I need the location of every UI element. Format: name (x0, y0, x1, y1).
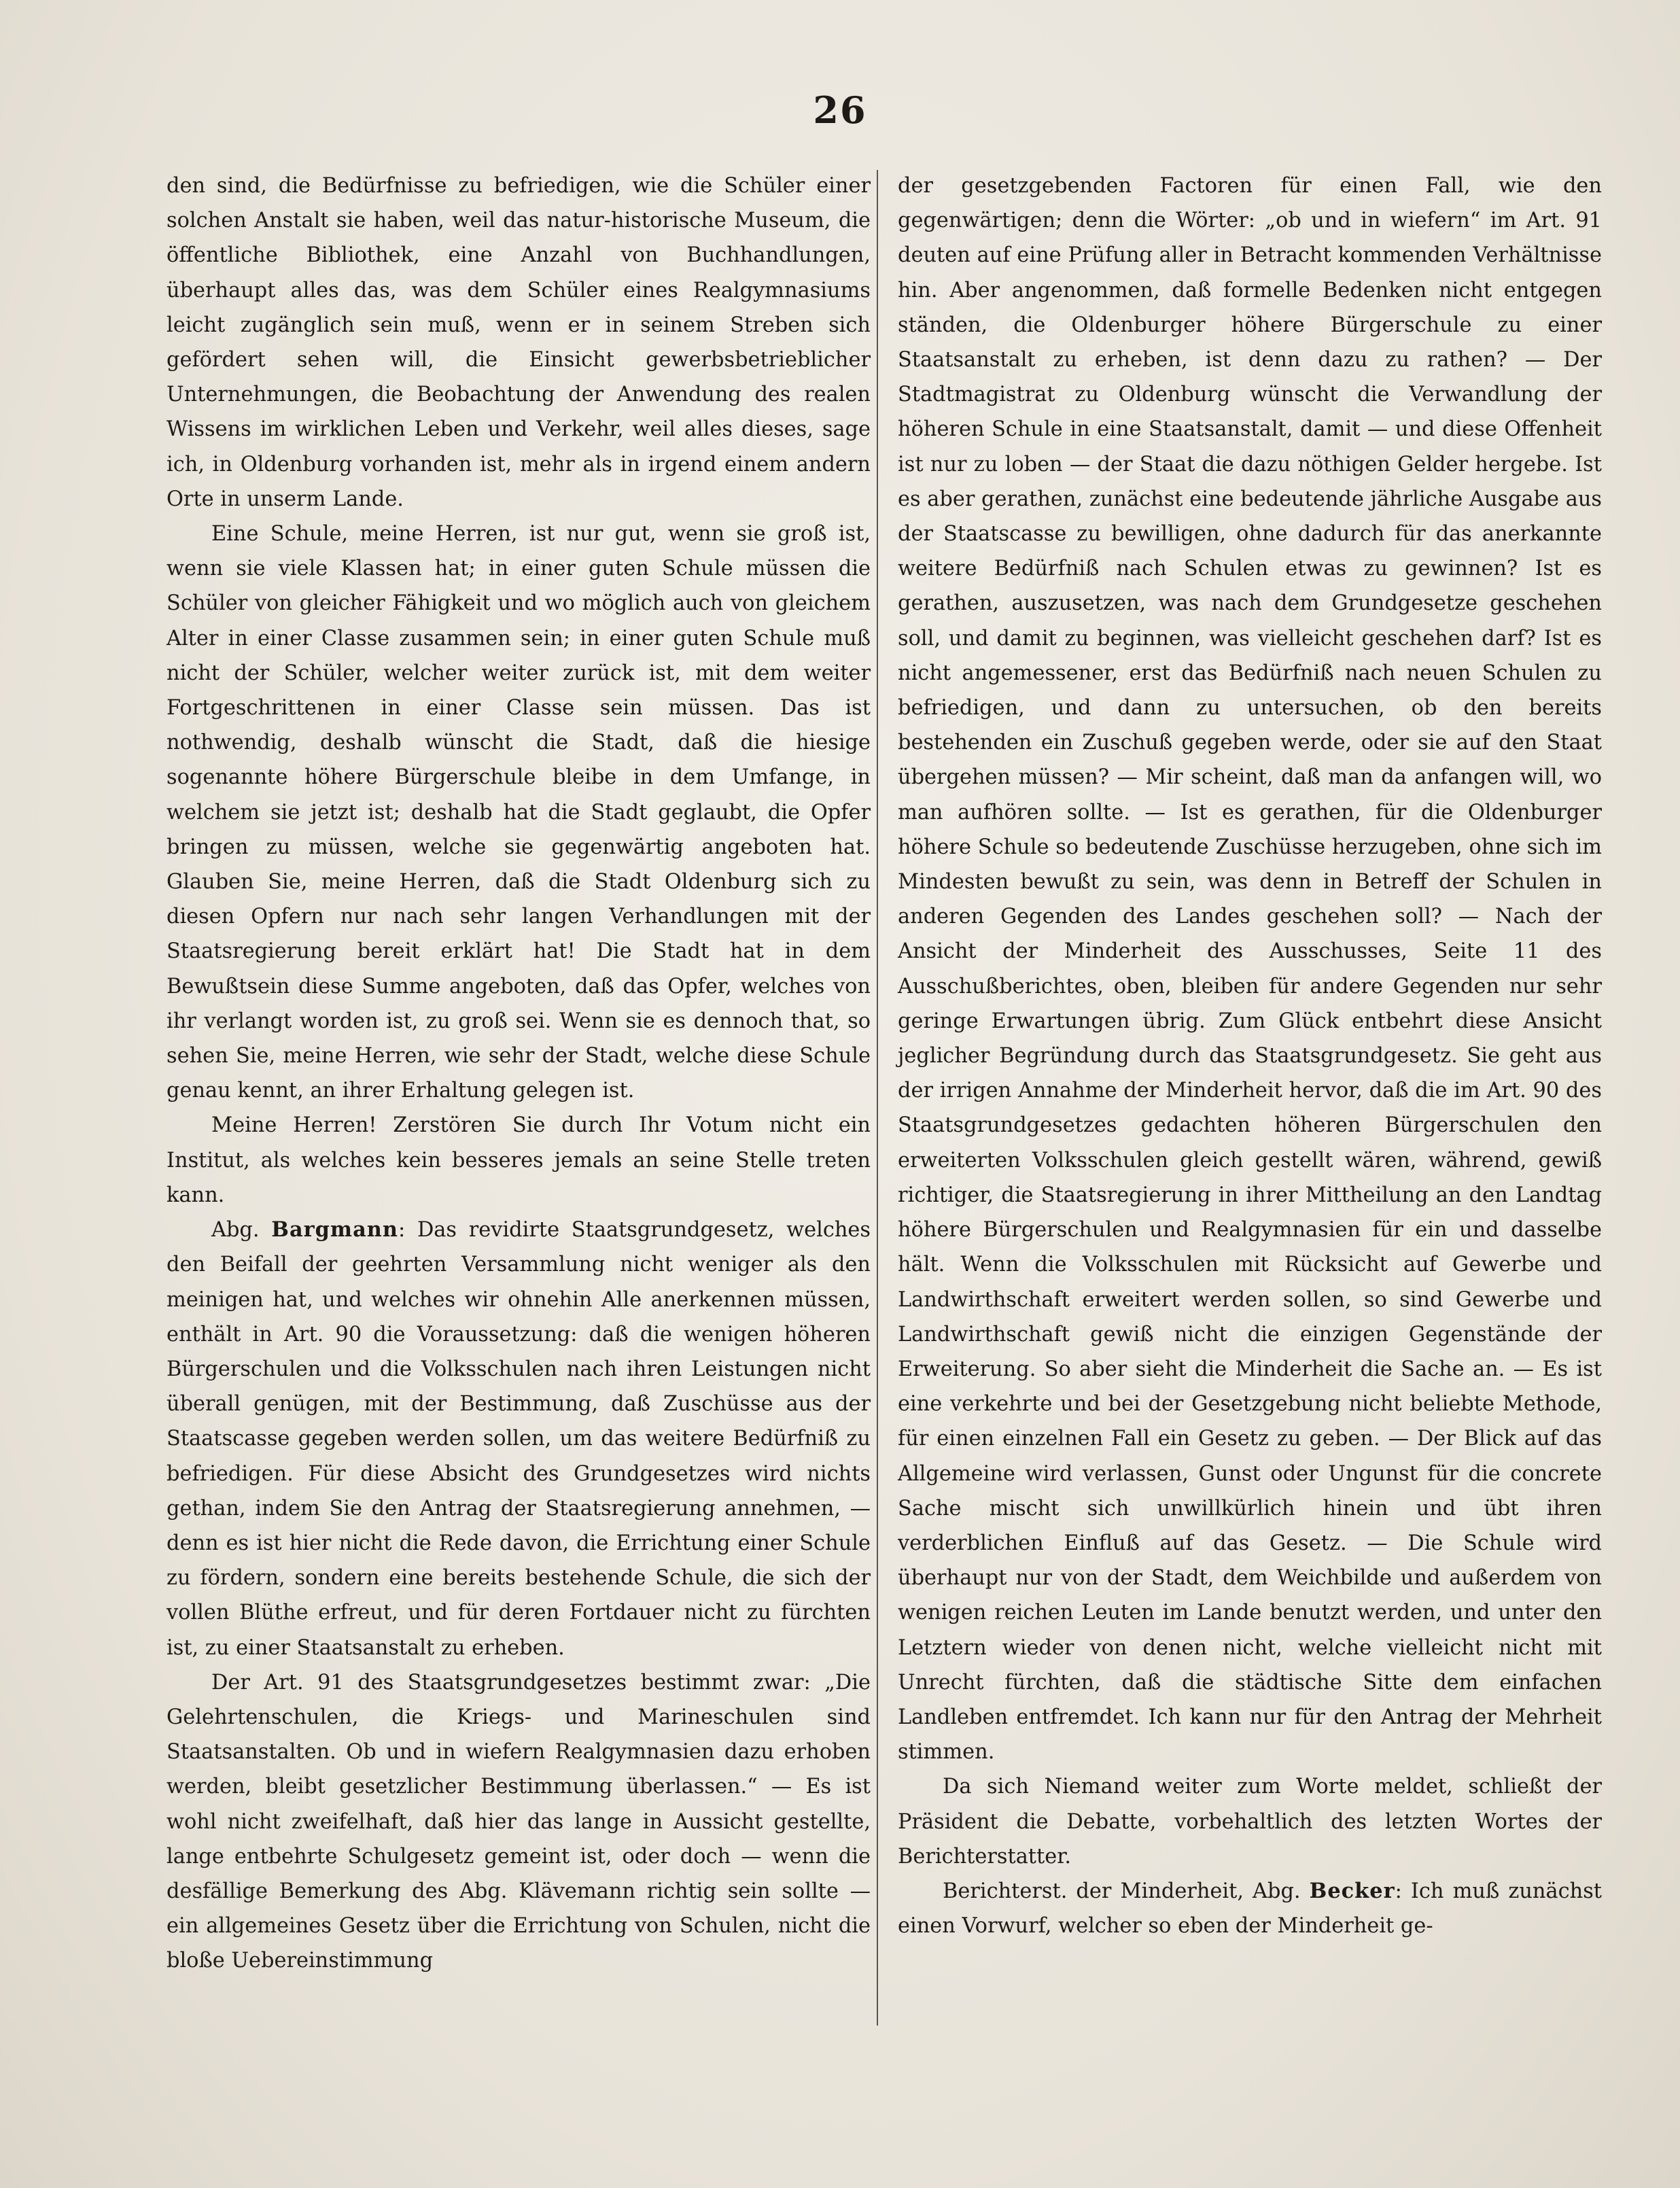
paragraph: Eine Schule, meine Herren, ist nur gut, wenn sie groß ist, wenn sie viele Klassen hat; in einer guten Schule müssen die Schüler von gleicher Fähigkeit und wo möglich auch von gleichem Alter in einer Classe zusammen sein; in einer guten Schule muß nicht der Schüler, welcher weiter zurück ist, mit dem weiter Fortgeschrittenen in einer Classe sein müssen. Das ist nothwendig, deshalb wünscht die Stadt, daß die hiesige sogenannte höhere Bürgerschule bleibe in dem Umfange, in welchem sie jetzt ist; deshalb hat die Stadt geglaubt, die Opfer bringen zu müssen, welche sie gegenwärtig angeboten hat. Glauben Sie, meine Herren, daß die Stadt Oldenburg sich zu diesen Opfern nur nach sehr langen Verhandlungen mit der Staatsregierung bereit erklärt hat! Die Stadt hat in dem Bewußtsein diese Summe angeboten, daß das Opfer, welches von ihr verlangt worden ist, zu groß sei. Wenn sie es dennoch that, so sehen Sie, meine Herren, wie sehr der Stadt, welche diese Schule genau kennt, an ihrer Erhaltung gelegen ist. (167, 522, 871, 1103)
column-divider (877, 170, 878, 2026)
speech-text: : Ich muß zunächst einen Vorwurf, welcher so eben der Minderheit ge- (898, 1879, 1602, 1939)
paragraph: der gesetzgebenden Factoren für einen Fall, wie den gegenwärtigen; denn die Wörter: „ob und in wiefern“ im Art. 91 deuten auf eine Prüfung aller in Betracht kommenden Verhältnisse hin. Aber angenommen, daß formelle Bedenken nicht entgegen ständen, die Oldenburger höhere Bürgerschule zu einer Staatsanstalt zu erheben, ist denn dazu zu rathen? — Der Stadtmagistrat zu Oldenburg wünscht die Verwandlung der höheren Schule in eine Staatsanstalt, damit — und diese Offenheit ist nur zu loben — der Staat die dazu nöthigen Gelder hergebe. Ist es aber gerathen, zunächst eine bedeutende jährliche Ausgabe aus der Staatscasse zu bewilligen, ohne dadurch für das anerkannte weitere Bedürfniß nach Schulen etwas zu gewinnen? Ist es gerathen, auszusetzen, was nach dem Grundgesetze geschehen soll, und damit zu beginnen, was vielleicht geschehen darf? Ist es nicht angemessener, erst das Bedürfniß nach neuen Schulen zu befriedigen, und dann zu untersuchen, ob den bereits bestehenden ein Zuschuß gegeben werde, oder sie auf den Staat übergehen müssen? — Mir scheint, daß man da anfangen will, wo man aufhören sollte. — Ist es gerathen, für die Oldenburger höhere Schule so bedeutende Zuschüsse herzugeben, ohne sich im Mindesten bewußt zu sein, was denn in Betreff der Schulen in anderen Gegenden des Landes geschehen soll? — Nach der Ansicht der Minderheit des Ausschusses, Seite 11 des Ausschußberichtes, oben, bleiben für andere Gegenden nur sehr geringe Erwartungen übrig. Zum Glück entbehrt diese Ansicht jeglicher Begründung durch das Staatsgrundgesetz. Sie geht aus der irrigen Annahme der Minderheit hervor, daß die im Art. 90 des Staatsgrundgesetzes gedachten höheren Bürgerschulen den erweiterten Volksschulen gleich gestellt wären, während, gewiß richtiger, die Staatsregierung in ihrer Mittheilung an den Landtag höhere Bürgerschulen und Realgymnasien für ein und dasselbe hält. Wenn die Volksschulen mit Rücksicht auf Gewerbe und Landwirthschaft erweitert werden sollen, so sind Gewerbe und Landwirthschaft gewiß nicht die einzigen Gegenstände der Erweiterung. So aber sieht die Minderheit die Sache an. — Es ist eine verkehrte und bei der Gesetzgebung nicht beliebte Methode, für einen einzelnen Fall ein Gesetz zu geben. — Der Blick auf das Allgemeine wird verlassen, Gunst oder Ungunst für die concrete Sache mischt sich unwillkürlich hinein und übt ihren verderblichen Einfluß auf das Gesetz. — Die Schule wird überhaupt nur von der Stadt, dem Weichbilde und außerdem von wenigen reichen Leuten im Lande benutzt werden, und unter den Letztern wieder von denen nicht, welche vielleicht nicht mit Unrecht fürchten, daß die städtische Sitte dem einfachen Landleben entfremdet. Ich kann nur für den Antrag der Mehrheit stimmen. (898, 174, 1602, 1765)
left-column (167, 169, 871, 1979)
paragraph: Da sich Niemand weiter zum Worte meldet, schließt der Präsident die Debatte, vorbehaltlich des letzten Wortes der Berichterstatter. (898, 1775, 1602, 1869)
speaker-prefix: Abg. (211, 1218, 260, 1243)
speaker-prefix: Berichterst. der Minderheit, Abg. (943, 1879, 1301, 1903)
paragraph: Meine Herren! Zerstören Sie durch Ihr Votum nicht ein Institut, als welches kein besseres jemals an seine Stelle treten kann. (167, 1113, 871, 1207)
right-column (898, 169, 1602, 1943)
page-number: 26 (813, 88, 867, 132)
speaker-name: Bargmann (271, 1217, 398, 1243)
paragraph: Der Art. 91 des Staatsgrundgesetzes bestimmt zwar: „Die Gelehrtenschulen, die Kriegs- und Marineschulen sind Staatsanstalten. Ob und in wiefern Realgymnasien dazu erhoben werden, bleibt gesetzlicher Bestimmung überlassen.“ — Es ist wohl nicht zweifelhaft, daß hier das lange in Aussicht gestellte, lange entbehrte Schulgesetz gemeint ist, oder doch — wenn die desfällige Bemerkung des Abg. Klävemann richtig sein sollte — ein allgemeines Gesetz über die Errichtung von Schulen, nicht die bloße Uebereinstimmung (167, 1670, 871, 1973)
paragraph-speech (898, 1874, 1602, 1943)
paragraph-speech (167, 1213, 871, 1665)
paragraph: den sind, die Bedürfnisse zu befriedigen, wie die Schüler einer solchen Anstalt sie haben, weil das natur-historische Museum, die öffentliche Bibliothek, eine Anzahl von Buchhandlungen, überhaupt alles das, was dem Schüler eines Realgymnasiums leicht zugänglich sein muß, wenn er in seinem Streben sich gefördert sehen will, die Einsicht gewerbsbetrieblicher Unternehmungen, die Beobachtung der Anwendung des realen Wissens im wirklichen Leben und Verkehr, weil alles dieses, sage ich, in Oldenburg vorhanden ist, mehr als in irgend einem andern Orte in unserm Lande. (167, 174, 871, 511)
speech-text: : Das revidirte Staatsgrundgesetz, welches den Beifall der geehrten Versammlung nicht weniger als den meinigen hat, und welches wir ohnehin Alle anerkennen müssen, enthält in Art. 90 die Voraussetzung: daß die wenigen höheren Bürgerschulen und die Volksschulen nach ihren Leistungen nicht überall genügen, mit der Bestimmung, daß Zuschüsse aus der Staatscasse gegeben werden sollen, um das weitere Bedürfniß zu befriedigen. Für diese Absicht des Grundgesetzes wird nichts gethan, indem Sie den Antrag der Staatsregierung annehmen, — denn es ist hier nicht die Rede davon, die Errichtung einer Schule zu fördern, sondern eine bereits bestehende Schule, die sich der vollen Blüthe erfreut, und für deren Fortdauer nicht zu fürchten ist, zu einer Staatsanstalt zu erheben. (167, 1218, 871, 1660)
speaker-name: Becker (1309, 1878, 1395, 1903)
